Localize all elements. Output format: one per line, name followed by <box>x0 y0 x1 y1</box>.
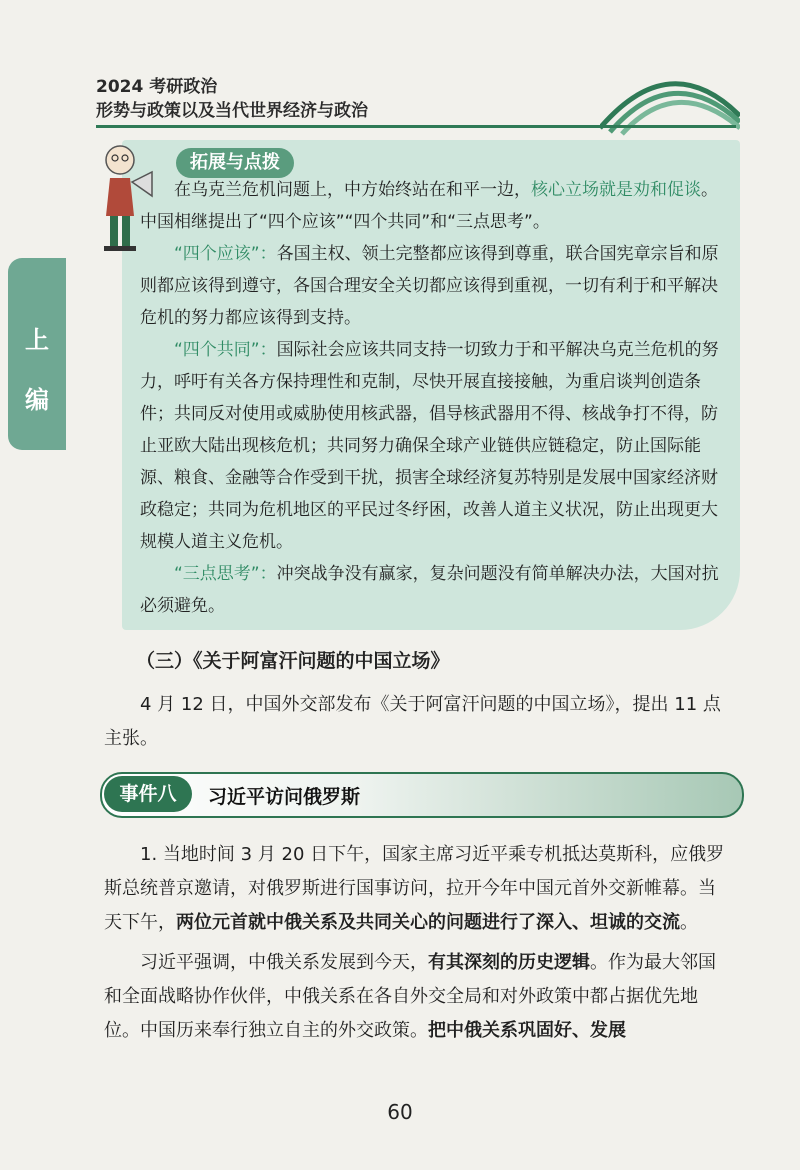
event-body <box>104 838 730 1048</box>
event-title: 习近平访问俄罗斯 <box>208 786 361 808</box>
panel-title-badge: 拓展与点拨 <box>176 148 294 178</box>
panel-paragraph-1 <box>140 174 726 238</box>
four-commons-text: 国际社会应该共同支持一切致力于和平解决乌克兰危机的努力，呼吁有关各方保持理性和克制，尽快开展直接接触，为重启谈判创造条件；共同反对使用或威胁使用核武器，倡导核武器用不得、核战争打不得，防止亚欧大陆出现核危机；共同努力确保全球产业链供应链稳定，防止国际能源、粮食、金融等合作受到干扰，损害全球经济复苏特别是发展中国家经济财政稳定；共同为危机地区的平民过冬纾困，改善人道主义状况，防止出现更大规模人道主义危机。 <box>140 340 719 552</box>
panel-body <box>140 174 726 622</box>
event-p2-text-2: 。作为最大邻国和全面战略协作伙伴，中俄关系在各自外交全局和对外政策中都占据优先地位。中国历来奉行独立自主的外交政策。 <box>104 952 716 1041</box>
three-thoughts-label: “三点思考”： <box>174 564 277 584</box>
section-heading-afghanistan: （三）《关于阿富汗问题的中国立场》 <box>136 650 450 672</box>
volume-side-tab <box>8 258 66 450</box>
event-p2-bold-2: 把中俄关系巩固好、发展 <box>428 1020 626 1041</box>
event-paragraph-1 <box>104 838 730 940</box>
section-body <box>104 688 730 756</box>
header-title-line2: 形势与政策以及当代世界经济与政治 <box>96 101 368 121</box>
event-p1-bold: 两位元首就中俄关系及共同关心的问题进行了深入、坦诚的交流 <box>176 912 680 933</box>
side-tab-char-1: 上 <box>25 326 49 354</box>
panel-p1-highlight: 核心立场就是劝和促谈 <box>531 180 701 200</box>
section-paragraph: 4 月 12 日，中国外交部发布《关于阿富汗问题的中国立场》，提出 11 点主张。 <box>104 694 721 749</box>
event-p2-text: 习近平强调，中俄关系发展到今天， <box>140 952 428 973</box>
event-p1-text: 1. 当地时间 3 月 20 日下午，国家主席习近平乘专机抵达莫斯科，应俄罗斯总统普京邀请，对俄罗斯进行国事访问，拉开今年中国元首外交新帷幕。当天下午， <box>104 844 725 933</box>
event-paragraph-2 <box>104 946 730 1048</box>
panel-p1-text: 在乌克兰危机问题上，中方始终站在和平一边， <box>174 180 531 200</box>
header-arc-decoration <box>600 56 740 136</box>
event-banner <box>100 772 744 818</box>
panel-paragraph-3 <box>140 334 726 558</box>
event-p1-end: 。 <box>680 912 698 933</box>
three-thoughts-text: 冲突战争没有赢家，复杂问题没有简单解决办法，大国对抗必须避免。 <box>140 564 719 616</box>
four-shoulds-label: “四个应该”： <box>174 244 277 264</box>
header-title-line1: 2024 考研政治 <box>96 77 218 97</box>
header-rule <box>96 125 736 128</box>
panel-paragraph-4 <box>140 558 726 622</box>
panel-paragraph-2 <box>140 238 726 334</box>
page-number: 60 <box>387 1100 413 1124</box>
four-shoulds-text: 各国主权、领土完整都应该得到尊重，联合国宪章宗旨和原则都应该得到遵守，各国合理安全关切都应该得到重视，一切有利于和平解决危机的努力都应该得到支持。 <box>140 244 719 328</box>
event-number-tag: 事件八 <box>104 776 192 812</box>
side-tab-char-2: 编 <box>25 386 49 414</box>
event-p2-bold: 有其深刻的历史逻辑 <box>428 952 590 973</box>
four-commons-label: “四个共同”： <box>174 340 277 360</box>
panel-p1-text-end: 。中国相继提出了“四个应该”“四个共同”和“三点思考”。 <box>140 180 718 232</box>
